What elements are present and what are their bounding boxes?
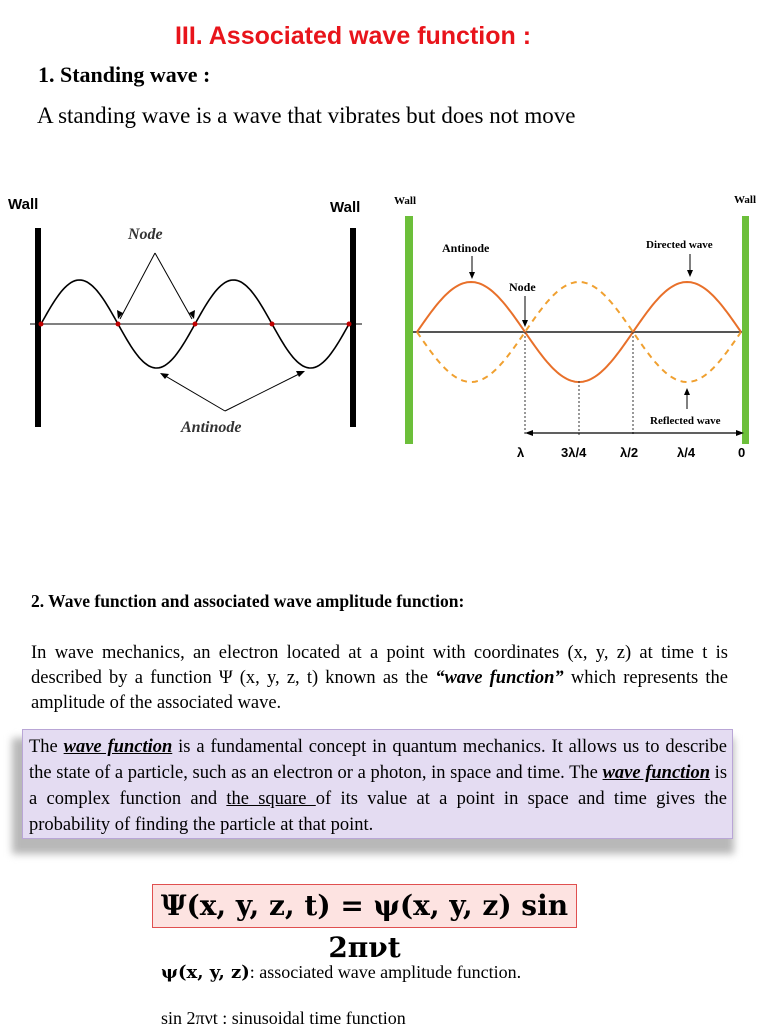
section1-intro: A standing wave is a wave that vibrates but does not move bbox=[37, 103, 576, 128]
definition-time: sin 2πνt : sinusoidal time function bbox=[161, 1008, 406, 1028]
callout-fragment: is a fundamental concept in quantum mechanics. It allows us to describe the state of a particle, such as an electron or a photon, in space and time. The bbox=[29, 737, 727, 783]
node-point bbox=[347, 322, 352, 327]
callout-underline: the square bbox=[226, 789, 316, 809]
node-arrow bbox=[120, 253, 155, 319]
node-point bbox=[270, 322, 275, 327]
definition-symbol: ψ(x, y, z) bbox=[161, 962, 250, 983]
antinode-label: Antinode bbox=[442, 241, 490, 255]
antinode-arrow bbox=[225, 372, 303, 411]
page-title: III. Associated wave function : bbox=[174, 22, 532, 50]
callout-emphasis: wave function bbox=[602, 763, 711, 783]
standing-wave-figure-right bbox=[388, 185, 766, 470]
axis-label: λ/2 bbox=[620, 445, 639, 460]
arrowheads bbox=[117, 310, 195, 319]
para-text: In wave mechanics, an electron located at a point with coordinates (x, y, z) at time t is described by a function Ψ (x, y, z, t) known as the bbox=[31, 643, 728, 688]
definition-text: : associated wave amplitude function. bbox=[249, 962, 522, 982]
node-label: Node bbox=[128, 226, 163, 243]
node-label: Node bbox=[509, 280, 536, 294]
wall-label-right: Wall bbox=[330, 199, 361, 216]
arrowheads bbox=[160, 371, 305, 379]
definition-amplitude bbox=[161, 962, 521, 983]
callout-fragment: of its value at a point in space and time gives the probability of finding the particle at that point. bbox=[29, 789, 727, 835]
axis-label: 3λ/4 bbox=[561, 445, 587, 460]
wall-label-left: Wall bbox=[8, 196, 39, 213]
node-point bbox=[116, 322, 121, 327]
arrowhead bbox=[522, 320, 528, 327]
arrowhead bbox=[469, 272, 475, 279]
arrowhead bbox=[687, 270, 693, 277]
section1-heading: 1. Standing wave : bbox=[38, 62, 211, 87]
section2-paragraph bbox=[31, 641, 728, 716]
reflected-wave-label: Reflected wave bbox=[650, 415, 721, 427]
wave-function-formula: Ψ(x, y, z, t) = ψ(x, y, z) sin 2πνt bbox=[152, 884, 577, 928]
callout-emphasis: wave function bbox=[63, 737, 173, 757]
callout-box bbox=[22, 729, 733, 839]
axis-label: 0 bbox=[738, 445, 746, 460]
wall-label-left: Wall bbox=[394, 195, 417, 207]
para-emphasis: “wave function” bbox=[435, 668, 564, 688]
antinode-label: Antinode bbox=[181, 419, 242, 436]
section2-heading: 2. Wave function and associated wave amplitude function: bbox=[31, 591, 465, 611]
node-point bbox=[193, 322, 198, 327]
wall-right bbox=[350, 228, 356, 427]
callout-text bbox=[29, 734, 727, 838]
node-arrow bbox=[155, 253, 192, 319]
axis-label: λ/4 bbox=[677, 445, 696, 460]
callout-fragment: is a complex function and bbox=[29, 763, 728, 809]
para-text: which represents the amplitude of the associated wave. bbox=[31, 668, 728, 713]
axis-label: λ bbox=[517, 445, 525, 460]
callout-fragment: The bbox=[29, 737, 64, 757]
wall-label-right: Wall bbox=[734, 194, 757, 206]
wall-left bbox=[35, 228, 41, 427]
node-point bbox=[39, 322, 44, 327]
wall-left bbox=[405, 216, 413, 444]
wall-right bbox=[742, 216, 749, 444]
antinode-arrow bbox=[162, 374, 225, 411]
directed-wave-label: Directed wave bbox=[646, 239, 713, 251]
standing-wave-figure-left bbox=[0, 185, 380, 445]
